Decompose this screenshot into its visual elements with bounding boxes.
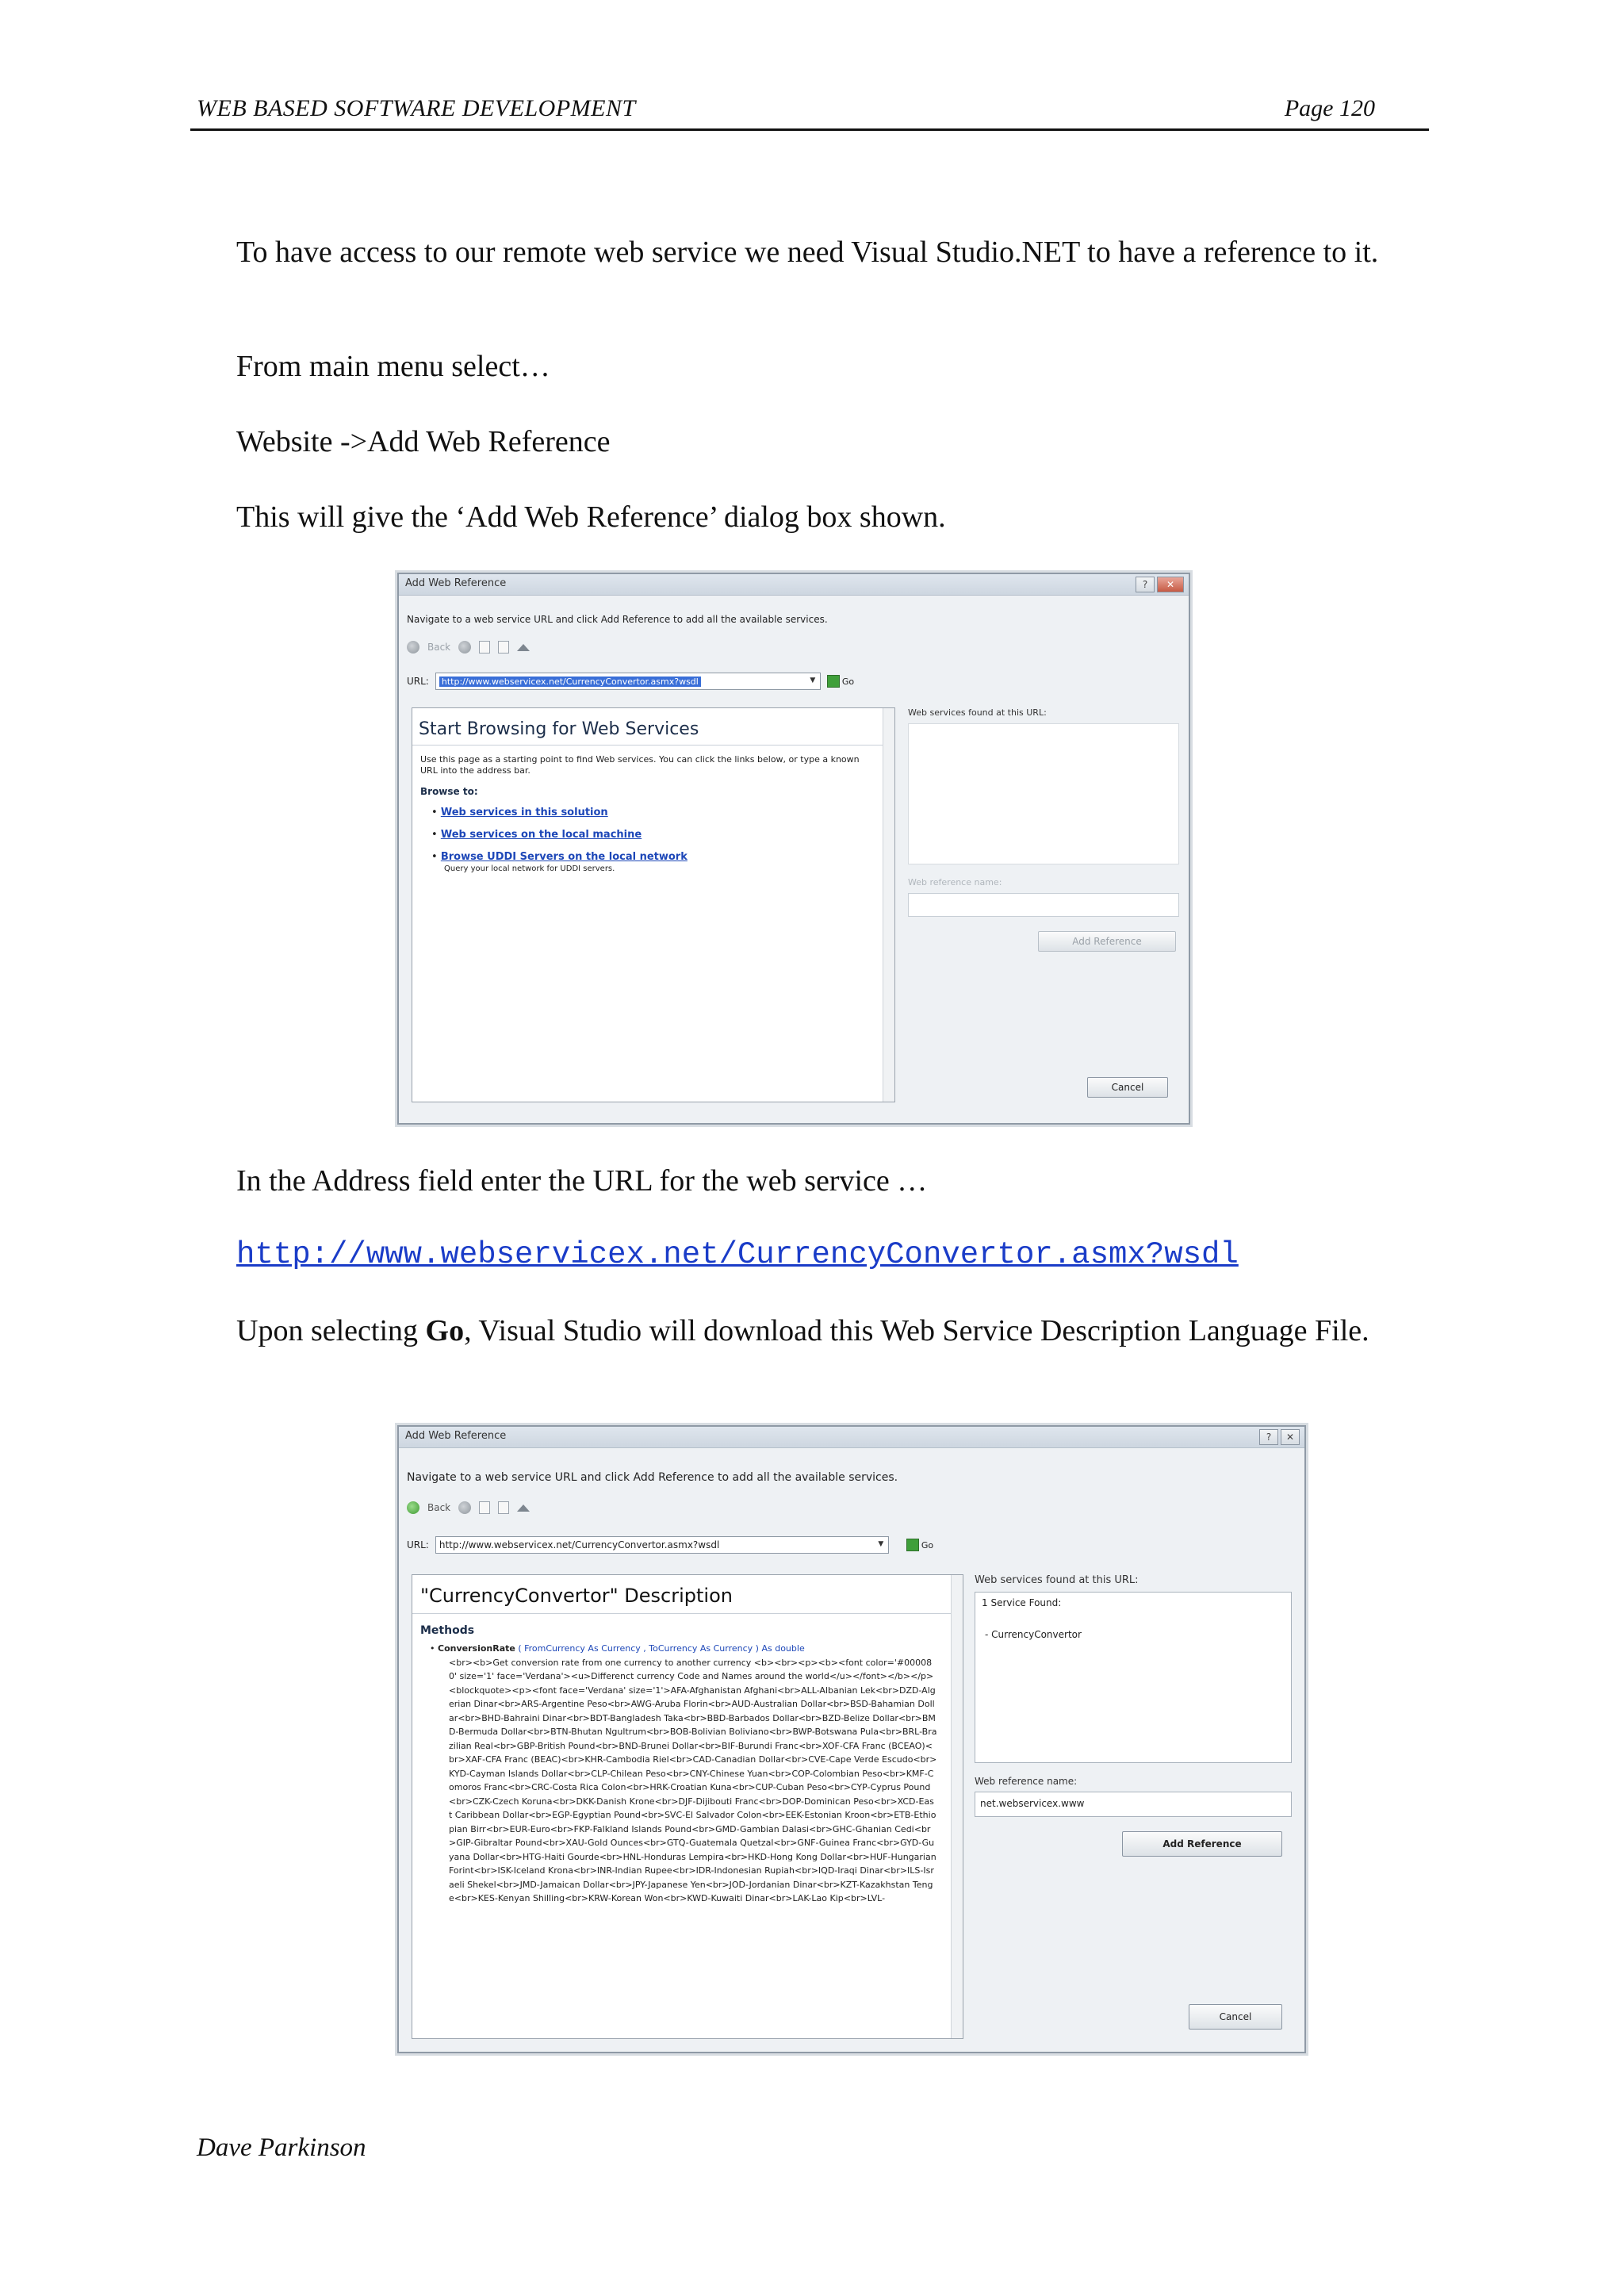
services-found-list[interactable]	[975, 1592, 1292, 1763]
browser-pane[interactable]	[412, 707, 895, 1102]
url-input-value: http://www.webservicex.net/CurrencyConvertor.asmx?wsdl	[439, 677, 701, 687]
cancel-button[interactable]: Cancel	[1189, 2004, 1282, 2030]
header-page-number: Page 120	[1284, 95, 1375, 121]
back-label[interactable]: Back	[427, 642, 451, 653]
url-input[interactable]	[435, 673, 821, 690]
uddi-description: Query your local network for UDDI servers.	[444, 864, 615, 873]
browse-links	[431, 802, 688, 874]
heading-divider	[412, 745, 883, 746]
url-row	[407, 673, 854, 690]
paragraph-dialog-note: This will give the ‘Add Web Reference’ dialog box shown.	[236, 500, 946, 534]
browser-heading: Start Browsing for Web Services	[419, 719, 699, 739]
dialog-instruction: Navigate to a web service URL and click Add Reference to add all the available services.	[407, 614, 828, 625]
services-found-label: Web services found at this URL:	[975, 1574, 1139, 1586]
description-heading: "CurrencyConvertor" Description	[420, 1585, 733, 1607]
url-label: URL:	[407, 676, 429, 687]
help-icon[interactable]: ?	[1259, 1429, 1278, 1445]
url-input-value: http://www.webservicex.net/CurrencyConvertor.asmx?wsdl	[439, 1539, 720, 1550]
method-description: <br><b>Get conversion rate from one currency to another currency <b><br><p><b><font color='#000080' size='1' face='Verdana'><u>Differenct currency Code and Names around the world</u></font></b></p><blockquote><p><font face='Verdana' size='1'>AFA-Afghanistan Afghani<br>ALL-Albanian Lek<br>DZD-Algerian Dinar<br>ARS-Argentine Peso<br>AWG-Aruba Florin<br>AUD-Australian Dollar<br>BSD-Bahamian Dollar<br>BHD-Bahraini Dinar<br>BDT-Bangladesh Taka<br>BBD-Barbados Dollar<br>BZD-Belize Dollar<br>BMD-Bermuda Dollar<br>BTN-Bhutan Ngultrum<br>BOB-Bolivian Boliviano<br>BWP-Botswana Pula<br>BRL-Brazilian Real<br>GBP-British Pound<br>BND-Brunei Dollar<br>BIF-Burundi Franc<br>XOF-CFA Franc (BCEAO)<br>XAF-CFA Franc (BEAC)<br>KHR-Cambodia Riel<br>CAD-Canadian Dollar<br>CVE-Cape Verde Escudo<br>KYD-Cayman Islands Dollar<br>CLP-Chilean Peso<br>CNY-Chinese Yuan<br>COP-Colombian Peso<br>KMF-Comoros Franc<br>CRC-Costa Rica Colon<br>HRK-Croatian Kuna<br>CUP-Cuban Peso<br>CYP-Cyprus Pound<br>CZK-Czech Koruna<br>DKK-Danish Krone<br>DJF-Dijibouti Franc<br>DOP-Dominican Peso<br>XCD-East Caribbean Dollar<br>EGP-Egyptian Pound<br>SVC-El Salvador Colon<br>EEK-Estonian Kroon<br>ETB-Ethiopian Birr<br>EUR-Euro<br>FKP-Falkland Islands Pound<br>GMD-Gambian Dalasi<br>GHC-Ghanian Cedi<br>GIP-Gibraltar Pound<br>XAU-Gold Ounces<br>GTQ-Guatemala Quetzal<br>GNF-Guinea Franc<br>GYD-Guyana Dollar<br>HTG-Haiti Gourde<br>HNL-Honduras Lempira<br>HKD-Hong Kong Dollar<br>HUF-Hungarian Forint<br>ISK-Iceland Krona<br>INR-Indian Rupee<br>IDR-Indonesian Rupiah<br>IQD-Iraqi Dinar<br>ILS-Israeli Shekel<br>JMD-Jamaican Dollar<br>JPY-Japanese Yen<br>JOD-Jordanian Dinar<br>KZT-Kazakhstan Tenge<br>KES-Kenyan Shilling<br>KRW-Korean Won<br>KWD-Kuwaiti Dinar<br>LAK-Lao Kip<br>LVL-	[449, 1657, 937, 1903]
paragraph-menu-path: Website ->Add Web Reference	[236, 425, 611, 458]
chevron-down-icon[interactable]: ▼	[810, 677, 816, 684]
go-arrow-icon	[827, 675, 840, 688]
go-button[interactable]	[827, 675, 854, 688]
footer-author: Dave Parkinson	[197, 2133, 366, 2162]
go-label: Go	[921, 1539, 934, 1550]
dialog-titlebar	[399, 1427, 1304, 1448]
services-found-label: Web services found at this URL:	[908, 707, 1047, 718]
help-icon[interactable]: ?	[1136, 577, 1155, 592]
dialog-title: Add Web Reference	[405, 1430, 507, 1442]
add-reference-button[interactable]: Add Reference	[1038, 931, 1176, 952]
browser-toolbar	[407, 1501, 530, 1514]
web-reference-name-input[interactable]	[975, 1792, 1292, 1817]
go-arrow-icon	[906, 1539, 919, 1551]
stop-icon[interactable]	[479, 1501, 490, 1514]
web-reference-name-label: Web reference name:	[975, 1776, 1078, 1787]
back-arrow-icon[interactable]	[407, 641, 419, 654]
bullet: •	[430, 1643, 438, 1654]
method-signature: ( FromCurrency As Currency , ToCurrency As Currency ) As double	[515, 1643, 805, 1654]
services-found-list[interactable]	[908, 723, 1179, 864]
web-reference-name-label: Web reference name:	[908, 877, 1002, 887]
dialog-titlebar	[399, 574, 1189, 596]
forward-arrow-icon[interactable]	[458, 1501, 471, 1514]
link-uddi-servers[interactable]: • Browse UDDI Servers on the local network	[431, 851, 688, 863]
dialog-instruction: Navigate to a web service URL and click Add Reference to add all the available services.	[407, 1471, 898, 1484]
wsdl-url-link[interactable]: http://www.webservicex.net/CurrencyConvertor.asmx?wsdl	[236, 1237, 1239, 1272]
go-note-suffix: , Visual Studio will download this Web Service Description Language File.	[464, 1314, 1369, 1347]
back-label[interactable]: Back	[427, 1502, 451, 1513]
refresh-icon[interactable]	[498, 1501, 509, 1514]
url-row	[407, 1536, 933, 1554]
paragraph-menu: From main menu select…	[236, 350, 550, 383]
home-icon[interactable]	[517, 644, 530, 651]
dialog-title: Add Web Reference	[405, 577, 507, 589]
browser-scrollbar[interactable]	[883, 708, 894, 1102]
web-reference-name-input[interactable]	[908, 893, 1179, 917]
web-reference-name-value: net.webservicex.www	[980, 1798, 1085, 1809]
method-entry	[430, 1642, 937, 1906]
method-name[interactable]: ConversionRate	[438, 1643, 515, 1654]
add-web-reference-dialog-2	[397, 1425, 1306, 2053]
add-web-reference-dialog-1	[397, 573, 1190, 1125]
refresh-icon[interactable]	[498, 641, 509, 654]
go-button[interactable]	[906, 1539, 933, 1551]
paragraph-address-instruction: In the Address field enter the URL for the web service …	[236, 1164, 928, 1198]
back-arrow-icon[interactable]	[407, 1501, 419, 1514]
add-reference-button[interactable]: Add Reference	[1122, 1831, 1282, 1857]
header-title: WEB BASED SOFTWARE DEVELOPMENT	[197, 95, 636, 121]
link-solution-services[interactable]: • Web services in this solution	[431, 807, 608, 818]
cancel-button[interactable]: Cancel	[1087, 1077, 1168, 1098]
browser-intro: Use this page as a starting point to find Web services. You can click the links below, or type a known URL into the address bar.	[420, 754, 860, 776]
browse-to-label: Browse to:	[420, 786, 478, 797]
forward-arrow-icon[interactable]	[458, 641, 471, 654]
service-count: 1 Service Found:	[982, 1597, 1062, 1608]
page-header	[190, 94, 1429, 131]
link-local-machine-services[interactable]: • Web services on the local machine	[431, 829, 642, 841]
home-icon[interactable]	[517, 1504, 530, 1512]
close-icon[interactable]: ✕	[1281, 1429, 1300, 1445]
go-label: Go	[841, 676, 855, 687]
go-note-bold: Go	[425, 1314, 465, 1347]
methods-label: Methods	[420, 1624, 475, 1637]
heading-divider	[412, 1613, 952, 1614]
chevron-down-icon[interactable]: ▼	[878, 1540, 884, 1548]
paragraph-intro: To have access to our remote web service we need Visual Studio.NET to have a reference to it.	[236, 236, 1379, 269]
service-item[interactable]: - CurrencyConvertor	[985, 1629, 1082, 1640]
close-icon[interactable]: ✕	[1157, 577, 1184, 592]
go-note-prefix: Upon selecting	[236, 1314, 426, 1347]
url-input[interactable]	[435, 1536, 889, 1554]
browser-toolbar	[407, 641, 530, 654]
url-label: URL:	[407, 1539, 429, 1550]
paragraph-go-note	[236, 1312, 1426, 1350]
browser-scrollbar[interactable]	[951, 1575, 963, 2038]
stop-icon[interactable]	[479, 641, 490, 654]
browser-pane[interactable]	[412, 1574, 963, 2039]
